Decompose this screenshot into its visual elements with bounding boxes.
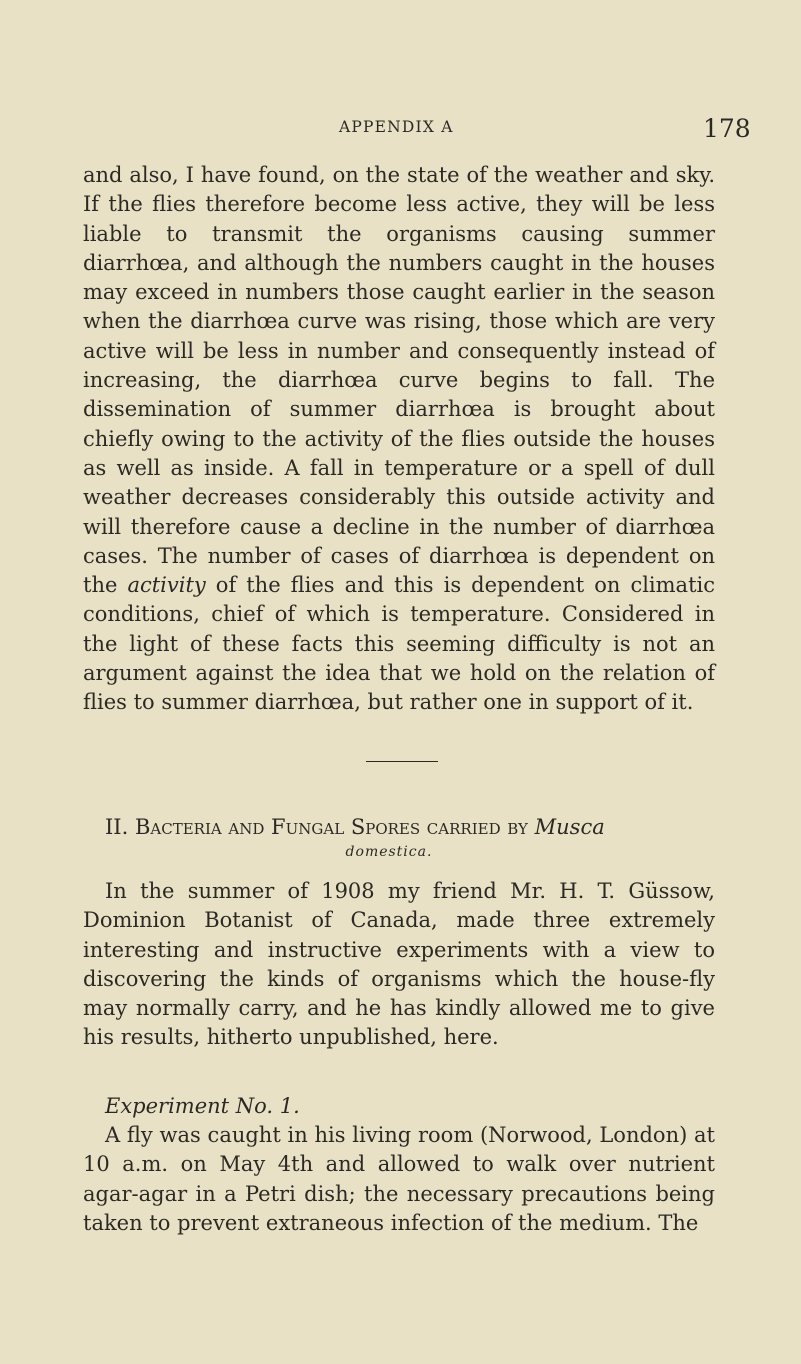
section-species-line2: domestica. bbox=[345, 844, 433, 860]
running-head bbox=[0, 114, 801, 144]
section-numeral: II. bbox=[105, 815, 129, 839]
section-title: Bacteria and Fungal Spores carried by bbox=[134, 815, 528, 839]
running-title: APPENDIX A bbox=[339, 118, 454, 136]
section-species: Musca bbox=[534, 815, 605, 839]
paragraph-2 bbox=[83, 877, 715, 1053]
page-number: 178 bbox=[703, 114, 751, 143]
experiment-label: Experiment No. 1. bbox=[105, 1094, 300, 1118]
paragraph-1-text bbox=[83, 161, 715, 718]
emphasis-activity: activity bbox=[127, 573, 206, 598]
paragraph-1-text-a: and also, I have found, on the state of the weather and sky. If the flies therefore become less active, they will be less liable to transmit the organisms causing summer diarrhœa, and although the numbers caught in the houses may exceed in numbers those caught earlier in the season when the diarrhœa curve was rising, those which are very active will be less in number and consequently instead of increasing, the diarrhœa curve begins to fall. The dissemination of summer diarrhœa is brought about chiefly owing to the activity of the flies outside the houses as well as inside. A fall in temperature or a spell of dull weather decreases considerably this outside activity and will therefore cause a decline in the number of diarrhœa cases. The number of cases of diarrhœa is dependent on the bbox=[83, 163, 715, 598]
paragraph-1-text-b: of the flies and this is dependent on climatic conditions, chief of which is temperature. Considered in the light of these facts this seeming difficulty is not an argument against the idea that we hold on the relation of flies to summer diarrhœa, but rather one in support of it. bbox=[83, 573, 715, 715]
paragraph-3-text: A fly was caught in his living room (Norwood, London) at 10 a.m. on May 4th and allowed to walk over nutrient agar-agar in a Petri dish; the necessary precautions being taken to prevent extraneous infection of the medium. The bbox=[83, 1123, 715, 1235]
paragraph-2-text: In the summer of 1908 my friend Mr. H. T. Güssow, Dominion Botanist of Canada, made three extremely interesting and instructive experiments with a view to discovering the kinds of organisms which the house-fly may normally carry, and he has kindly allowed me to give his results, hitherto unpublished, here. bbox=[83, 879, 715, 1050]
section-divider bbox=[366, 761, 438, 762]
paragraph-3 bbox=[83, 1121, 715, 1238]
paragraph-1 bbox=[83, 161, 715, 718]
section-heading bbox=[83, 815, 715, 839]
